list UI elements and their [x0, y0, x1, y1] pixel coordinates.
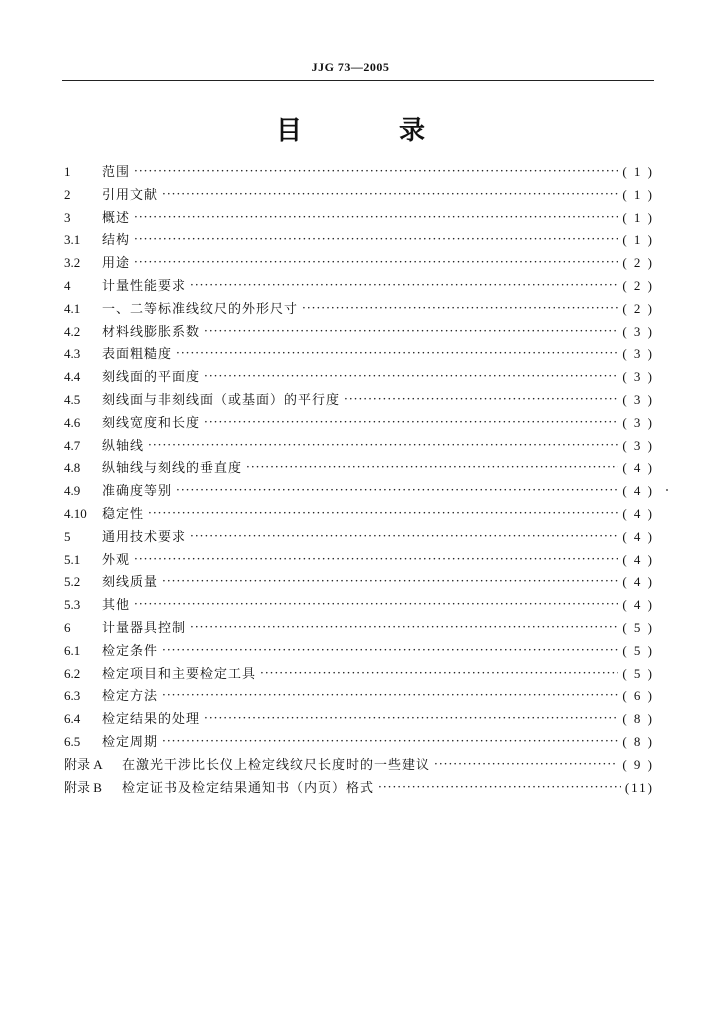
- toc-entry-label: 检定结果的处理: [102, 712, 201, 728]
- toc-entry-page: ( 3 ): [622, 369, 654, 385]
- toc-dot-leader: [204, 415, 618, 428]
- toc-entry-label: 表面粗糙度: [102, 347, 173, 363]
- toc-dot-leader: [204, 324, 618, 337]
- toc-entry-number: 5.2: [64, 574, 81, 590]
- toc-dot-leader: [134, 597, 618, 610]
- toc-dot-leader: [176, 346, 618, 359]
- toc-entry-page: ( 5 ): [622, 665, 654, 681]
- toc-entry: [64, 389, 654, 412]
- toc-entry-label: 通用技术要求: [102, 529, 187, 545]
- toc-entry: [64, 708, 654, 731]
- toc-entry: [64, 549, 654, 572]
- toc-entry-page: ( 4 ): [622, 528, 654, 544]
- table-of-contents: [64, 161, 654, 799]
- toc-entry-label: 纵轴线与刻线的垂直度: [102, 461, 243, 477]
- toc-entry-page: ( 1 ): [622, 186, 654, 202]
- toc-entry-number: 3.1: [64, 232, 81, 248]
- toc-entry-label: 稳定性: [102, 506, 145, 522]
- toc-entry-label: 检定条件: [102, 643, 159, 659]
- toc-entry-number: 3: [64, 209, 71, 225]
- toc-dot-leader: [246, 460, 618, 473]
- toc-entry-label: 刻线面的平面度: [102, 370, 201, 386]
- toc-entry-number: 5.1: [64, 551, 81, 567]
- toc-entry: [64, 298, 654, 321]
- toc-entry: [64, 184, 654, 207]
- toc-entry-label: 检定方法: [102, 689, 159, 705]
- toc-entry-label: 刻线面与非刻线面（或基面）的平行度: [102, 392, 341, 408]
- toc-dot-leader: [434, 757, 618, 770]
- toc-entry-number: 附录 A: [64, 756, 103, 772]
- toc-entry-page: ( 4 ): [622, 574, 654, 590]
- toc-dot-leader: [134, 232, 618, 245]
- toc-entry-number: 4.9: [64, 483, 81, 499]
- toc-entry-page: ( 3 ): [622, 391, 654, 407]
- toc-entry-number: 4.5: [64, 391, 81, 407]
- toc-dot-leader: [204, 369, 618, 382]
- toc-entry-label: 用途: [102, 256, 131, 272]
- toc-entry-page: ( 3 ): [622, 437, 654, 453]
- toc-dot-leader: [344, 392, 618, 405]
- toc-entry-page: ( 2 ): [622, 300, 654, 316]
- toc-entry: [64, 594, 654, 617]
- toc-entry: [64, 161, 654, 184]
- document-code: JJG 73—2005: [311, 60, 390, 74]
- toc-entry-label: 材料线膨胀系数: [102, 324, 201, 340]
- toc-entry-page: ( 3 ): [622, 346, 654, 362]
- toc-entry-label: 引用文献: [102, 187, 159, 203]
- toc-entry-page: ( 4 ): [622, 597, 654, 613]
- toc-dot-leader: [134, 164, 618, 177]
- toc-dot-leader: [162, 187, 618, 200]
- toc-entry-label: 计量性能要求: [102, 278, 187, 294]
- toc-dot-leader: [162, 688, 618, 701]
- toc-dot-leader: [176, 483, 618, 496]
- toc-entry-label: 纵轴线: [102, 438, 145, 454]
- toc-dot-leader: [148, 438, 618, 451]
- toc-dot-leader: [134, 552, 618, 565]
- toc-entry-number: 4.7: [64, 437, 81, 453]
- toc-entry-label: 准确度等别: [102, 484, 173, 500]
- toc-entry: [64, 457, 654, 480]
- toc-entry: [64, 366, 654, 389]
- toc-entry: [64, 252, 654, 275]
- toc-entry-page: ( 6 ): [622, 688, 654, 704]
- toc-entry: [64, 685, 654, 708]
- toc-entry-number: 1: [64, 164, 71, 179]
- toc-dot-leader: [190, 529, 618, 542]
- toc-entry-page: ( 2 ): [622, 277, 654, 293]
- toc-entry: [64, 526, 654, 549]
- toc-entry-number: 4.2: [64, 323, 81, 339]
- toc-entry-label: 检定周期: [102, 734, 159, 750]
- toc-entry-page: ( 2 ): [622, 255, 654, 271]
- toc-dot-leader: [162, 574, 618, 587]
- toc-entry: [64, 480, 654, 503]
- toc-entry: [64, 207, 654, 230]
- toc-entry: [64, 731, 654, 754]
- toc-entry-label: 概述: [102, 210, 131, 226]
- toc-entry-label: 检定项目和主要检定工具: [102, 666, 257, 682]
- toc-entry-label: 计量器具控制: [102, 620, 187, 636]
- toc-entry-number: 附录 B: [64, 779, 102, 795]
- toc-entry-number: 4.1: [64, 300, 81, 316]
- toc-entry-number: 4.10: [64, 505, 87, 521]
- toc-entry-number: 4: [64, 277, 71, 293]
- toc-entry: [64, 229, 654, 252]
- toc-entry-number: 6.3: [64, 688, 81, 704]
- toc-entry-number: 4.6: [64, 414, 81, 430]
- toc-entry-page: ( 4 ): [622, 460, 654, 476]
- toc-entry-number: 6.1: [64, 642, 81, 658]
- toc-entry-label: 外观: [102, 552, 131, 568]
- toc-entry-page: ( 9 ): [622, 756, 654, 772]
- toc-entry-label: 检定证书及检定结果通知书（内页）格式: [122, 780, 375, 796]
- toc-entry-page: ( 5 ): [622, 642, 654, 658]
- toc-entry: [64, 663, 654, 686]
- toc-entry: [64, 617, 654, 640]
- toc-entry-number: 6.5: [64, 733, 81, 749]
- toc-dot-leader: [162, 643, 618, 656]
- toc-entry-number: 6.2: [64, 665, 81, 681]
- toc-entry: [64, 571, 654, 594]
- toc-entry-number: 4.8: [64, 460, 81, 476]
- toc-dot-leader: [134, 255, 618, 268]
- toc-entry-number: 4.4: [64, 369, 81, 385]
- toc-entry: [64, 754, 654, 777]
- toc-entry: [64, 435, 654, 458]
- toc-entry-number: 4.3: [64, 346, 81, 362]
- toc-entry: [64, 321, 654, 344]
- toc-dot-leader: [190, 620, 618, 633]
- toc-entry-page: ( 3 ): [622, 323, 654, 339]
- toc-entry-label: 刻线宽度和长度: [102, 415, 201, 431]
- toc-title: 目 录: [275, 116, 470, 146]
- toc-entry: [64, 343, 654, 366]
- toc-entry-label: 结构: [102, 233, 131, 249]
- toc-dot-leader: [190, 278, 618, 291]
- toc-entry-label: 一、二等标准线纹尺的外形尺寸: [102, 301, 299, 317]
- toc-dot-leader: [162, 734, 618, 747]
- toc-dot-leader: [148, 506, 618, 519]
- toc-entry: [64, 503, 654, 526]
- toc-entry-page: ( 3 ): [622, 414, 654, 430]
- toc-dot-leader: [204, 711, 618, 724]
- toc-entry-number: 6: [64, 619, 71, 635]
- toc-entry-page: ( 1 ): [622, 209, 654, 225]
- toc-entry: [64, 275, 654, 298]
- toc-entry-page: ( 5 ): [622, 619, 654, 635]
- toc-entry-page: (11): [624, 779, 654, 795]
- toc-entry-page: ( 4 ): [622, 505, 654, 521]
- toc-entry-number: 3.2: [64, 255, 81, 271]
- toc-entry-page: ( 1 ): [622, 164, 654, 179]
- toc-dot-leader: [378, 780, 621, 793]
- toc-entry-page: ( 4 ): [622, 483, 654, 499]
- toc-entry-number: 6.4: [64, 711, 81, 727]
- toc-entry-label: 在激光干涉比长仪上检定线纹尺长度时的一些建议: [122, 757, 431, 773]
- toc-entry-page: ( 1 ): [622, 232, 654, 248]
- scan-speck: [666, 489, 668, 491]
- toc-dot-leader: [134, 210, 618, 223]
- toc-entry: [64, 777, 654, 800]
- toc-entry-label: 刻线质量: [102, 575, 159, 591]
- toc-dot-leader: [302, 301, 618, 314]
- toc-entry-number: 2: [64, 186, 71, 202]
- toc-entry-label: 范围: [102, 165, 131, 180]
- toc-entry-label: 其他: [102, 598, 131, 614]
- toc-entry: [64, 640, 654, 663]
- toc-dot-leader: [260, 666, 618, 679]
- toc-entry-number: 5: [64, 528, 71, 544]
- toc-entry-number: 5.3: [64, 597, 81, 613]
- toc-entry: [64, 412, 654, 435]
- toc-entry-page: ( 4 ): [622, 551, 654, 567]
- toc-entry-page: ( 8 ): [622, 711, 654, 727]
- toc-entry-page: ( 8 ): [622, 733, 654, 749]
- header-rule: [62, 80, 654, 81]
